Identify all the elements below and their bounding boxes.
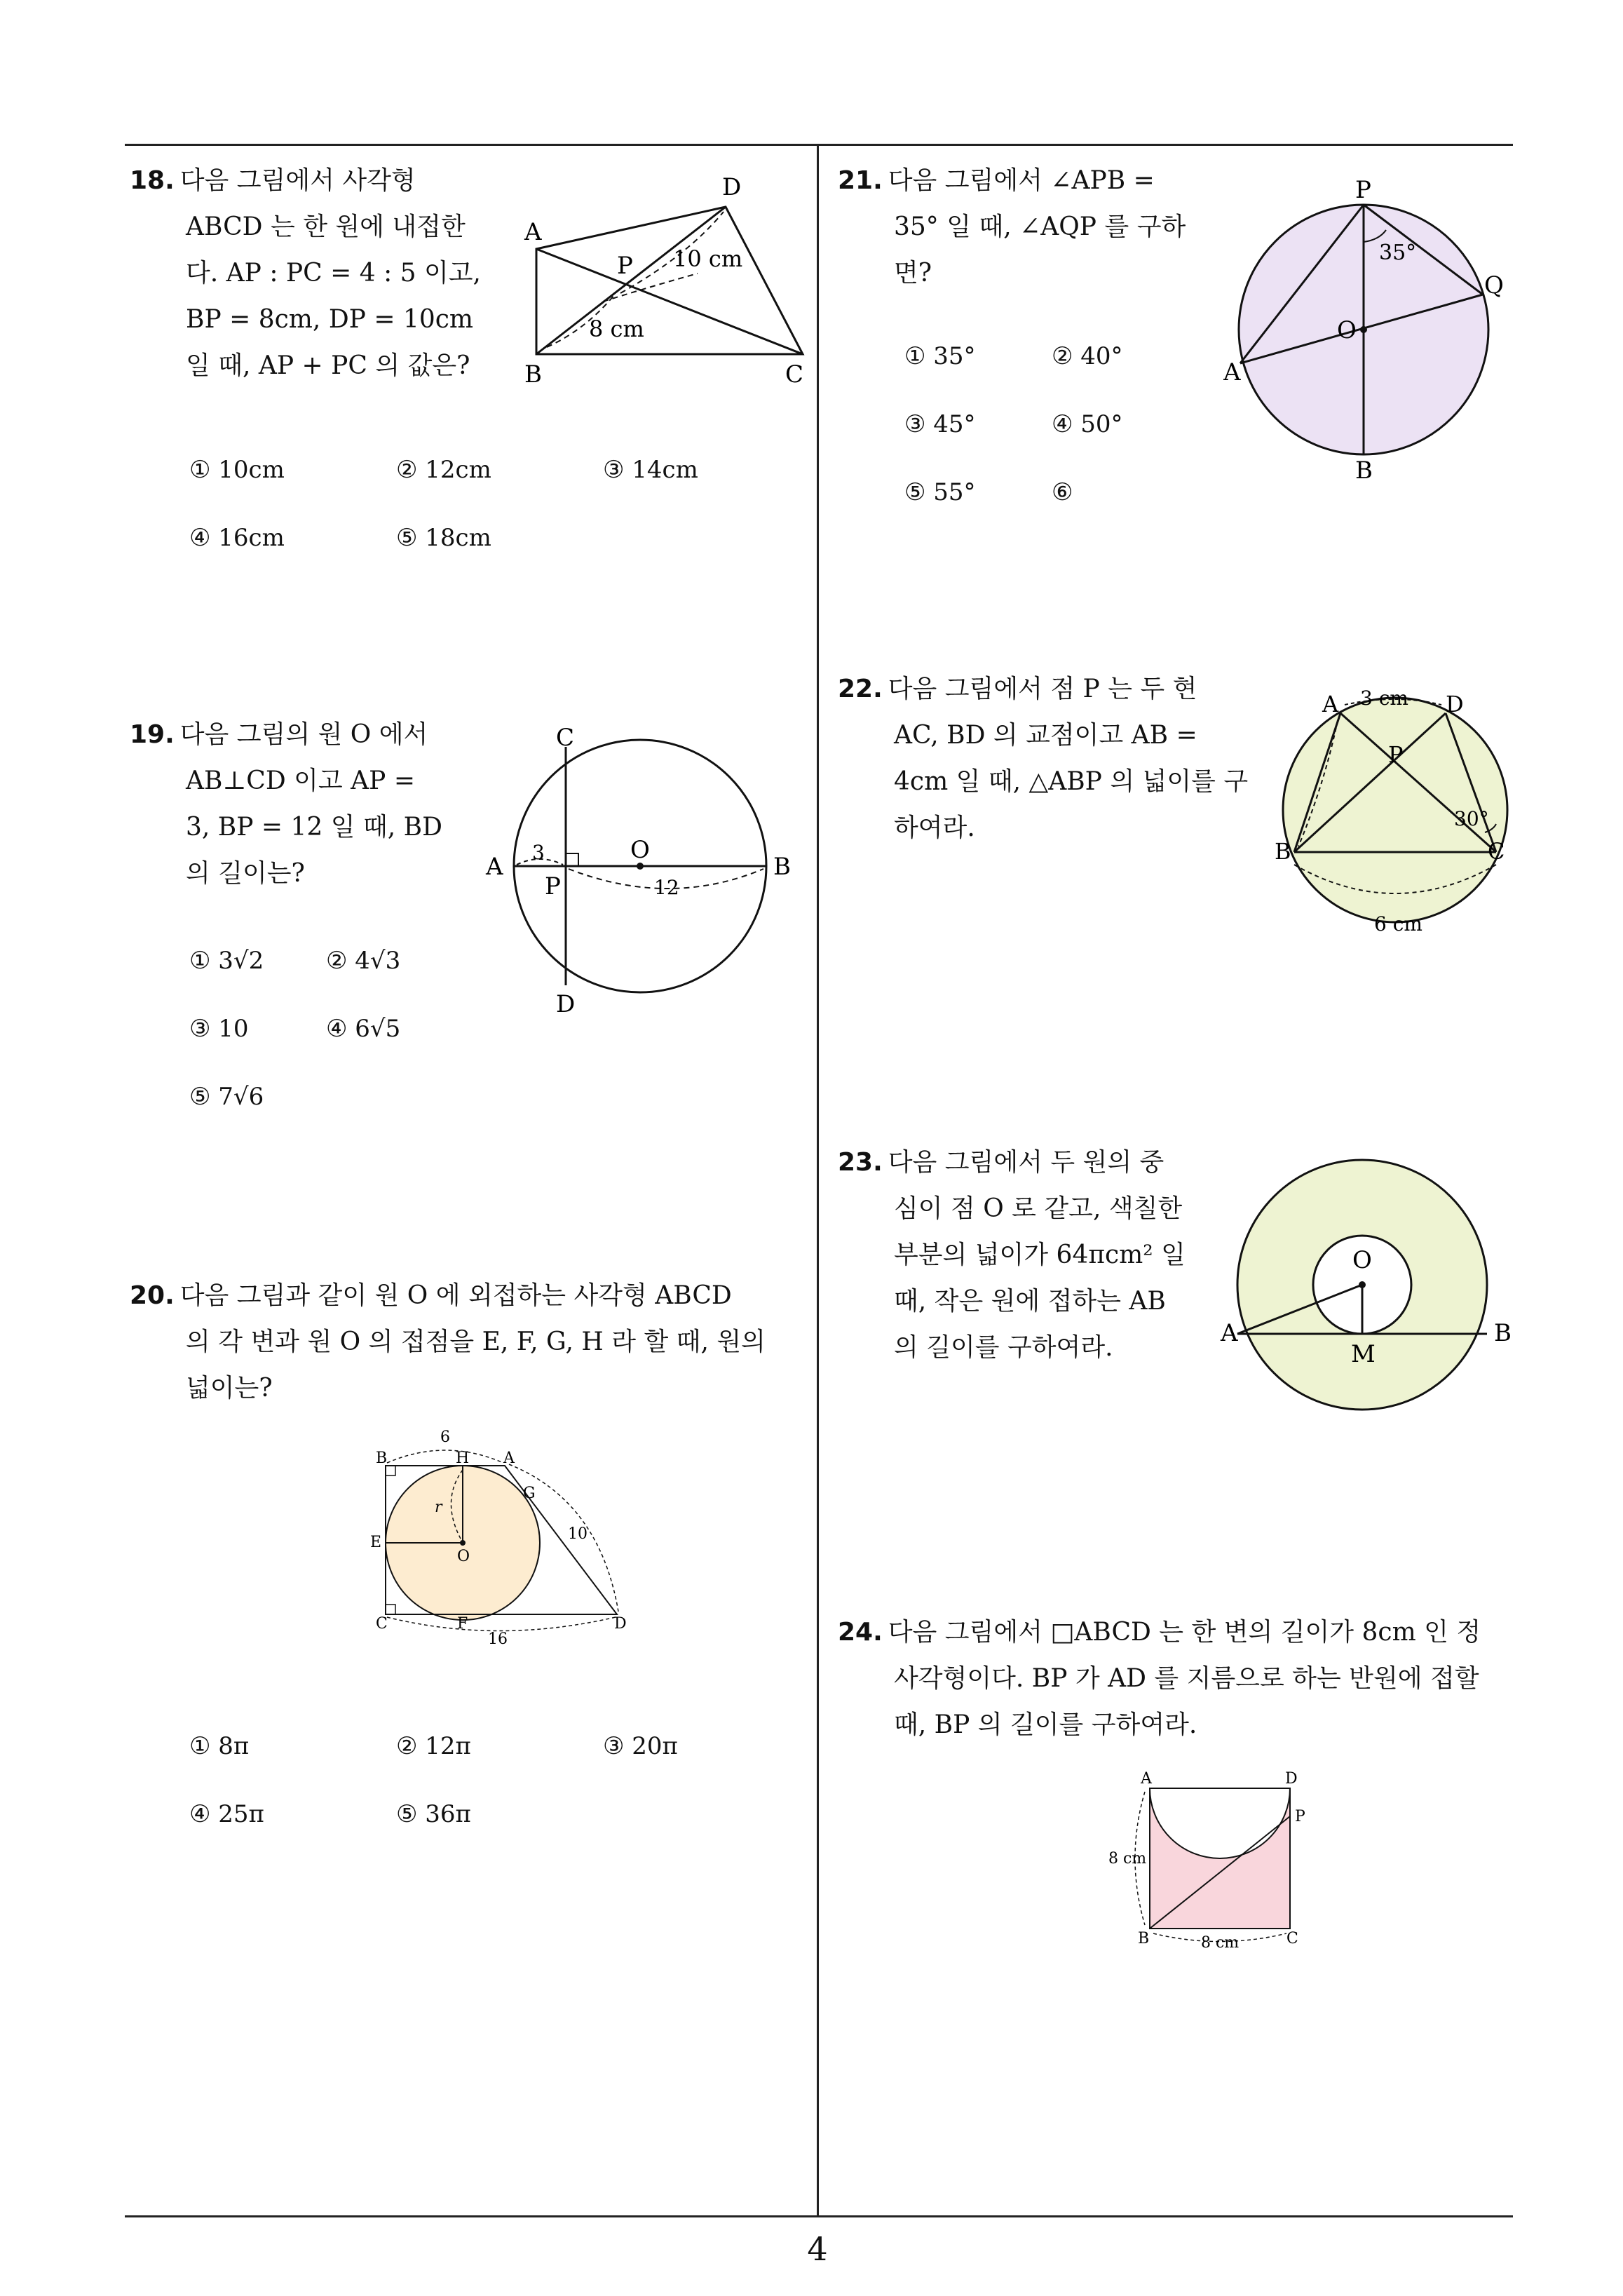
label-b: B [1275, 838, 1291, 865]
question-text-line: 의 각 변과 원 O 의 접점을 E, F, G, H 라 할 때, 원의 [186, 1328, 766, 1356]
label-dp-length: 10 cm [673, 245, 743, 272]
choice-3[interactable]: ③ 45° [904, 410, 976, 438]
choice-2[interactable]: ② 12π [396, 1732, 471, 1760]
question-text-line: ABCD 는 한 원에 내접한 [186, 212, 466, 241]
label-p: P [1388, 741, 1404, 768]
label-angle: 35° [1379, 241, 1417, 265]
q23-figure [1216, 1157, 1525, 1424]
question-text-line: AB⊥CD 이고 AP = [186, 767, 415, 795]
choice-5[interactable]: ⑤ 18cm [396, 524, 491, 552]
question-text-line: BP = 8cm, DP = 10cm [186, 305, 474, 334]
label-c: C [1488, 838, 1505, 865]
label-d: D [722, 173, 742, 201]
label-d: D [556, 990, 576, 1013]
label-d: D [1285, 1770, 1298, 1788]
q19-figure [480, 726, 810, 1013]
label-b: B [376, 1450, 388, 1467]
q18-figure [519, 168, 813, 400]
label-q: Q [1484, 271, 1504, 299]
label-d: D [1446, 691, 1464, 717]
choice-1[interactable]: ① 10cm [189, 456, 285, 484]
label-c: C [376, 1615, 388, 1633]
label-r: r [435, 1499, 442, 1516]
label-b: B [1494, 1319, 1512, 1347]
label-p: P [545, 872, 561, 900]
choice-5[interactable]: ⑤ 55° [904, 478, 976, 506]
label-p: P [1295, 1808, 1305, 1825]
question-text-line: 다음 그림에서 두 원의 중 [888, 1148, 1164, 1177]
question-text-line: 다음 그림에서 ∠APB = [888, 166, 1155, 195]
top-rule [125, 144, 1513, 146]
label-side-length: 10 [568, 1525, 588, 1543]
question-text-line: 면? [894, 259, 932, 288]
choice-3[interactable]: ③ 20π [603, 1732, 678, 1760]
label-bp-length: 12 [654, 876, 679, 899]
label-bottom-length: 16 [488, 1630, 508, 1648]
label-o: O [630, 836, 650, 864]
label-o: O [1352, 1246, 1372, 1274]
question-18 [130, 158, 522, 389]
question-text-line: 의 길이를 구하여라. [894, 1333, 1113, 1362]
choice-4[interactable]: ④ 6√5 [326, 1015, 401, 1043]
question-20 [130, 1273, 817, 1412]
label-a: A [1221, 1319, 1238, 1347]
question-text-line: 부분의 넓이가 64πcm² 일 [894, 1241, 1186, 1269]
question-number: 24. [838, 1618, 883, 1647]
question-24 [838, 1609, 1525, 1748]
label-bc-length: 6 cm [1374, 912, 1422, 936]
question-19 [130, 712, 508, 897]
label-ad-length: 3 cm [1360, 687, 1408, 710]
label-a: A [1322, 691, 1339, 717]
question-number: 22. [838, 675, 883, 703]
question-21 [838, 158, 1216, 297]
question-23 [838, 1140, 1216, 1371]
question-text-line: 하여라. [894, 813, 975, 842]
label-a: A [524, 218, 542, 246]
choice-5[interactable]: ⑤ 36π [396, 1800, 471, 1828]
label-a: A [503, 1450, 515, 1467]
label-p: P [617, 252, 633, 280]
question-number: 20. [130, 1281, 175, 1310]
q20-figure [358, 1424, 638, 1648]
label-left-length: 8 cm [1108, 1850, 1147, 1868]
label-a: A [486, 853, 503, 881]
label-o: O [457, 1548, 470, 1565]
choice-5[interactable]: ⑤ 7√6 [189, 1083, 264, 1111]
label-b: B [1138, 1930, 1150, 1947]
question-text-line: 때, BP 의 길이를 구하여라. [894, 1710, 1197, 1739]
q24-figure [1104, 1764, 1315, 1953]
label-b: B [1355, 457, 1373, 485]
question-text-line: AC, BD 의 교점이고 AB = [894, 721, 1197, 750]
q22-figure [1262, 684, 1528, 943]
question-text-line: 다음 그림에서 사각형 [179, 166, 416, 195]
page-number: 4 [807, 2230, 828, 2268]
question-text-line: 다음 그림의 원 O 에서 [179, 720, 428, 749]
choice-1[interactable]: ① 3√2 [189, 947, 264, 975]
label-c: C [556, 726, 575, 752]
label-b: B [773, 853, 791, 881]
label-h: H [456, 1450, 470, 1467]
choice-2[interactable]: ② 40° [1052, 342, 1123, 370]
label-m: M [1351, 1340, 1376, 1368]
question-number: 19. [130, 720, 175, 749]
question-text-line: 일 때, AP + PC 의 값은? [186, 351, 470, 380]
question-text-line: 35° 일 때, ∠AQP 를 구하 [894, 212, 1186, 241]
choice-2[interactable]: ② 4√3 [326, 947, 401, 975]
choice-4[interactable]: ④ 25π [189, 1800, 264, 1828]
question-text-line: 넓이는? [186, 1374, 273, 1403]
question-22 [838, 666, 1251, 851]
label-e: E [370, 1534, 382, 1551]
label-g: G [523, 1485, 536, 1502]
bottom-rule [125, 2215, 1513, 2217]
choice-4[interactable]: ④ 50° [1052, 410, 1123, 438]
q21-figure [1223, 175, 1518, 487]
choice-4[interactable]: ④ 16cm [189, 524, 285, 552]
question-text-line: 다. AP : PC = 4 : 5 이고, [186, 259, 481, 288]
label-top-length: 6 [440, 1429, 450, 1446]
column-divider [817, 144, 819, 2217]
label-c: C [1286, 1930, 1298, 1947]
label-f: F [457, 1615, 468, 1633]
choice-1[interactable]: ① 8π [189, 1732, 250, 1760]
label-p: P [1355, 176, 1371, 204]
label-ap-length: 3 [532, 841, 545, 864]
question-text-line: 심이 점 O 로 같고, 색칠한 [894, 1194, 1183, 1223]
choice-1[interactable]: ① 35° [904, 342, 976, 370]
question-number: 18. [130, 166, 175, 195]
question-text-line: 다음 그림과 같이 원 O 에 외접하는 사각형 ABCD [179, 1281, 732, 1310]
question-text-line: 다음 그림에서 점 P 는 두 현 [888, 675, 1197, 703]
label-o: O [1337, 316, 1357, 344]
question-text-line: 4cm 일 때, △ABP 의 넓이를 구 [894, 767, 1249, 796]
question-text-line: 의 길이는? [186, 859, 305, 888]
label-d: D [614, 1615, 627, 1633]
label-angle: 30° [1454, 807, 1489, 830]
question-number: 23. [838, 1148, 883, 1177]
choice-2[interactable]: ② 12cm [396, 456, 491, 484]
question-text-line: 3, BP = 12 일 때, BD [186, 813, 442, 842]
label-bottom-length: 8 cm [1201, 1934, 1240, 1952]
label-bp-length: 8 cm [589, 316, 644, 342]
label-b: B [524, 360, 542, 389]
choice-6[interactable]: ⑥ [1052, 478, 1073, 506]
label-a: A [1141, 1770, 1152, 1788]
choice-3[interactable]: ③ 10 [189, 1015, 249, 1043]
label-c: C [785, 360, 804, 389]
question-number: 21. [838, 166, 883, 195]
question-text-line: 다음 그림에서 □ABCD 는 한 변의 길이가 8cm 인 정 [888, 1618, 1481, 1647]
choice-3[interactable]: ③ 14cm [603, 456, 698, 484]
label-a: A [1223, 358, 1241, 386]
question-text-line: 사각형이다. BP 가 AD 를 지름으로 하는 반원에 접할 [894, 1664, 1479, 1693]
question-text-line: 때, 작은 원에 접하는 AB [894, 1287, 1166, 1316]
